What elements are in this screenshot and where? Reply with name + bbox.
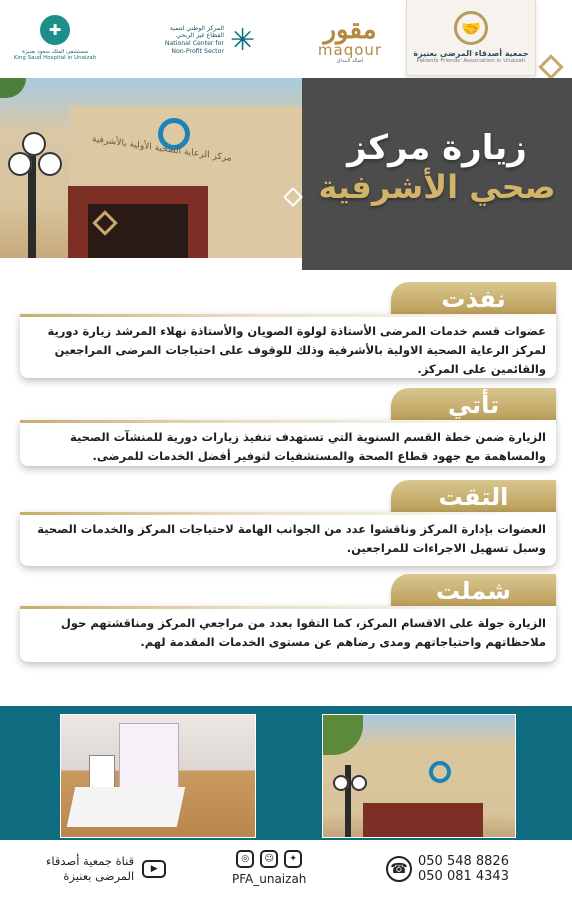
maqour-brand-ar: مقور	[323, 14, 377, 45]
phone-number[interactable]: 050 081 4343	[418, 869, 509, 884]
section-label: نفذت	[441, 285, 506, 313]
section-text: عضوات قسم خدمات المرضى الأستاذة لولوة الصويان والأستاذة نهلاء المرشد زيارة دورية لمركز الرعاية الصحية الاولية بالأشرفية وذلك للوقوف على احتياجات المرضى المراجعين والقائمين على المركز.	[47, 324, 546, 376]
lamp-globe	[38, 152, 62, 176]
ksh-line1: مستشفى الملك سعود بعنيزة	[22, 49, 88, 55]
building-photo	[322, 714, 516, 838]
page-title-line2: صحي الأشرفية	[318, 167, 556, 206]
tree	[323, 715, 363, 755]
card-accent	[20, 420, 556, 423]
exhibition-photo	[60, 714, 256, 838]
section-label: التقت	[438, 483, 509, 511]
npc-line3: National Center for	[164, 40, 224, 47]
section-included	[20, 574, 556, 666]
pfa-logo	[406, 0, 536, 76]
section-card	[20, 606, 556, 662]
lamp-globe	[22, 132, 46, 156]
npc-line4: Non-Profit Sector	[171, 47, 224, 55]
section-card	[20, 512, 556, 566]
card-accent	[20, 314, 556, 317]
card-accent	[20, 606, 556, 609]
section-text: الزيارة ضمن خطة القسم السنوية التي تستهدف تنفيذ زيارات دورية للمنشآت الصحية والمساهمة مع جهود قطاع الصحة والمستشفيات لتوفير أفضل الخدمات للمرضى.	[70, 430, 546, 463]
social-handle[interactable]: PFA_unaizah	[232, 872, 307, 886]
npc-text	[165, 25, 224, 56]
diamond-ornament	[538, 54, 563, 79]
section-comes	[20, 388, 556, 472]
hero-photo	[0, 78, 302, 258]
entrance-frame	[363, 803, 483, 838]
building-sign: مركز الرعاية الصحية الأولية بالأشرفية	[92, 134, 232, 164]
instagram-icon[interactable]: ◎	[236, 850, 254, 868]
section-tab	[391, 574, 556, 608]
card-accent	[20, 512, 556, 515]
ksh-line2: King Saud Hospital in Unaizah	[13, 55, 97, 61]
section-text: العضوات بإدارة المركز وناقشوا عدد من الجوانب الهامة لاحتياجات المركز والخدمات الصحية وسبل تسهيل الاجراءات للمراجعين.	[37, 522, 546, 555]
lamp-globe	[8, 152, 32, 176]
phone-list	[418, 854, 509, 884]
section-tab	[391, 282, 556, 316]
section-label: تأتي	[447, 391, 500, 419]
lamp-globe	[351, 775, 367, 791]
social-icons	[236, 850, 302, 868]
snapchat-icon[interactable]: ☺	[260, 850, 278, 868]
youtube-icon[interactable]: ▶	[142, 860, 166, 878]
youtube-text	[46, 854, 134, 884]
npc-star-icon: ✳	[229, 22, 256, 58]
section-met	[20, 480, 556, 572]
ministry-emblem-icon	[429, 761, 451, 783]
phone-number[interactable]: 050 548 8826	[418, 854, 509, 869]
section-card	[20, 314, 556, 378]
youtube-line2: المرضى بعنيزة	[63, 869, 135, 883]
maqour-tagline: أصالة المذاق	[336, 57, 364, 64]
pfa-name-ar: جمعية أصدقاء المرضى بعنيزة	[413, 49, 529, 58]
twitter-icon[interactable]: ✦	[284, 850, 302, 868]
section-tab	[391, 480, 556, 514]
section-text: الزيارة جولة على الاقسام المركز، كما التقوا بعدد من مراجعي المركز ومناقشتهم حول ملاحظاتهم واحتياجاتهم ومدى رضاهم عن مستوى الخدمات المقدمة لهم.	[60, 616, 546, 649]
npc-line2: القطاع غير الربحي	[176, 32, 224, 40]
section-executed	[20, 282, 556, 382]
display-table	[67, 787, 186, 827]
handshake-icon: 🤝	[454, 11, 488, 45]
section-card	[20, 420, 556, 466]
section-tab	[391, 388, 556, 422]
section-label: شملت	[436, 577, 511, 605]
npc-line1: المركز الوطني لتنمية	[169, 24, 224, 32]
social-accounts	[232, 850, 306, 886]
maqour-brand-en: maqour	[317, 40, 383, 59]
phone-icon: ☎	[386, 856, 412, 882]
hospital-emblem-icon: ✚	[40, 15, 70, 45]
pfa-name-en: Patients Friends' Association in Unaizah	[416, 58, 526, 64]
youtube-channel[interactable]	[46, 854, 166, 884]
king-saud-hospital-logo	[10, 6, 100, 70]
youtube-line1: قناة جمعية أصدقاء	[46, 854, 135, 868]
national-center-logo	[150, 12, 270, 68]
lamp-globe	[333, 775, 349, 791]
maqour-logo	[305, 10, 395, 70]
footer	[0, 840, 572, 900]
title-panel-base	[302, 258, 572, 270]
display-stand	[89, 755, 115, 789]
page-title-line1: زيارة مركز	[347, 128, 527, 169]
palm-leaves	[0, 78, 26, 98]
title-panel	[302, 78, 572, 258]
contact-phones	[386, 854, 509, 884]
header	[0, 0, 572, 78]
